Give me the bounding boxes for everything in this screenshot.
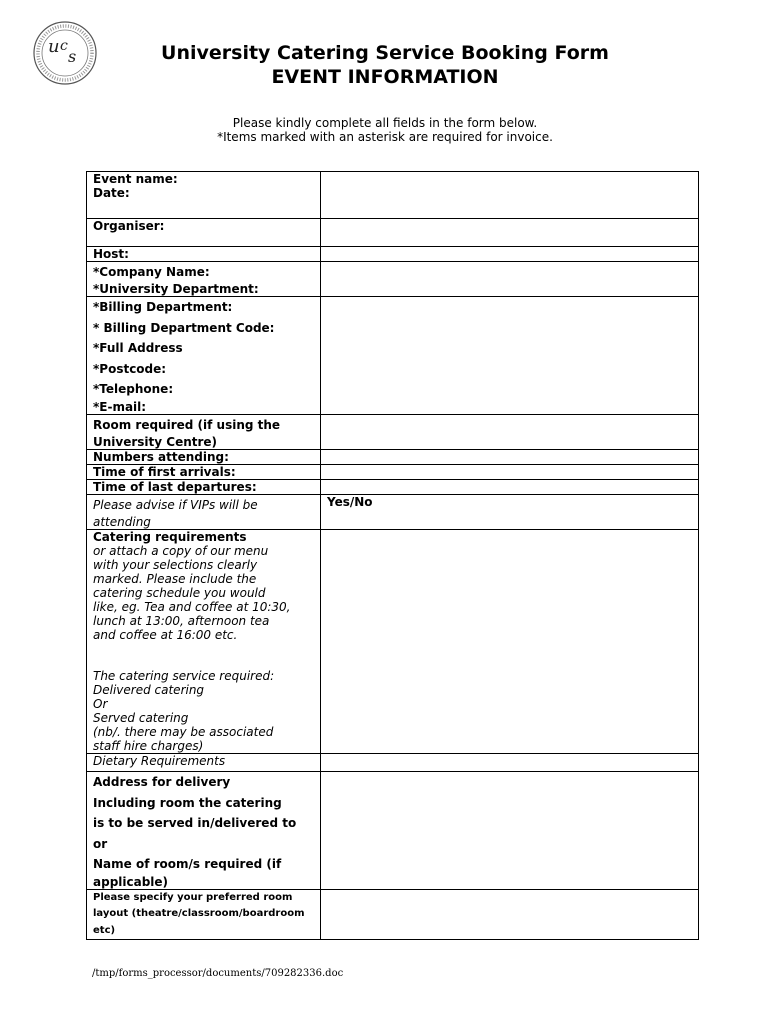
numbers-attending-field[interactable] [321, 450, 699, 465]
vips-field[interactable] [321, 495, 699, 530]
svg-text:s: s [68, 47, 77, 66]
delivery-address-field[interactable] [321, 772, 699, 890]
svg-text:u: u [48, 36, 60, 57]
instruction-line: *Items marked with an asterisk are required for invoice. [217, 130, 553, 144]
numbers-attending-label: Numbers attending: [87, 450, 321, 465]
room-required-field[interactable] [321, 415, 699, 450]
catering-requirements-label: Catering requirements or attach a copy of our menu with your selections clearly marked. Please include the catering schedule you would like, eg. Tea and coffee at 10:30, lunch at 13:00, afternoon tea and coffee at 16:00 etc. The catering service required: Delivered catering Or Served catering (nb/. there may be associated staff hire charges) [87, 530, 321, 754]
table-row [87, 415, 699, 450]
form-instructions [0, 116, 770, 144]
table-row [87, 219, 699, 247]
svg-text:c: c [60, 38, 68, 54]
host-field[interactable] [321, 247, 699, 262]
instruction-line: Please kindly complete all fields in the form below. [232, 116, 538, 130]
company-department-label: *Company Name: *University Department: [87, 262, 321, 297]
table-row [87, 247, 699, 262]
last-departures-field[interactable] [321, 480, 699, 495]
organiser-label: Organiser: [87, 219, 321, 247]
table-row [87, 480, 699, 495]
first-arrivals-label: Time of first arrivals: [87, 465, 321, 480]
table-row [87, 754, 699, 772]
billing-details-label: *Billing Department: * Billing Department Code: *Full Address *Postcode: *Telephone: *E-mail: [87, 297, 321, 415]
table-row [87, 465, 699, 480]
room-layout-label: Please specify your preferred room layout (theatre/classroom/boardroom etc) [87, 889, 321, 940]
dietary-requirements-field[interactable] [321, 754, 699, 772]
delivery-address-label: Address for delivery Including room the catering is to be served in/delivered to or Name of room/s required (if applicable) [87, 772, 321, 890]
first-arrivals-field[interactable] [321, 465, 699, 480]
table-row [87, 172, 699, 219]
table-row [87, 772, 699, 890]
host-label: Host: [87, 247, 321, 262]
vips-label: Please advise if VIPs will be attending [87, 495, 321, 530]
billing-details-field[interactable] [321, 297, 699, 415]
table-row [87, 450, 699, 465]
event-name-date-field[interactable] [321, 172, 699, 219]
footer-file-path: /tmp/forms_processor/documents/709282336.doc [92, 968, 344, 979]
booking-form-table [86, 171, 699, 940]
form-subtitle: EVENT INFORMATION [271, 66, 499, 88]
table-row [87, 889, 699, 940]
dietary-requirements-label: Dietary Requirements [87, 754, 321, 772]
form-title: University Catering Service Booking Form [161, 42, 609, 64]
last-departures-label: Time of last departures: [87, 480, 321, 495]
room-layout-field[interactable] [321, 889, 699, 940]
catering-requirements-field[interactable] [321, 530, 699, 754]
table-row [87, 262, 699, 297]
event-name-date-label: Event name: Date: [87, 172, 321, 219]
table-row [87, 530, 699, 754]
table-row [87, 495, 699, 530]
room-required-label: Room required (if using the University Centre) [87, 415, 321, 450]
vips-yes-no[interactable]: Yes/No [327, 495, 373, 509]
organiser-field[interactable] [321, 219, 699, 247]
table-row [87, 297, 699, 415]
company-department-field[interactable] [321, 262, 699, 297]
